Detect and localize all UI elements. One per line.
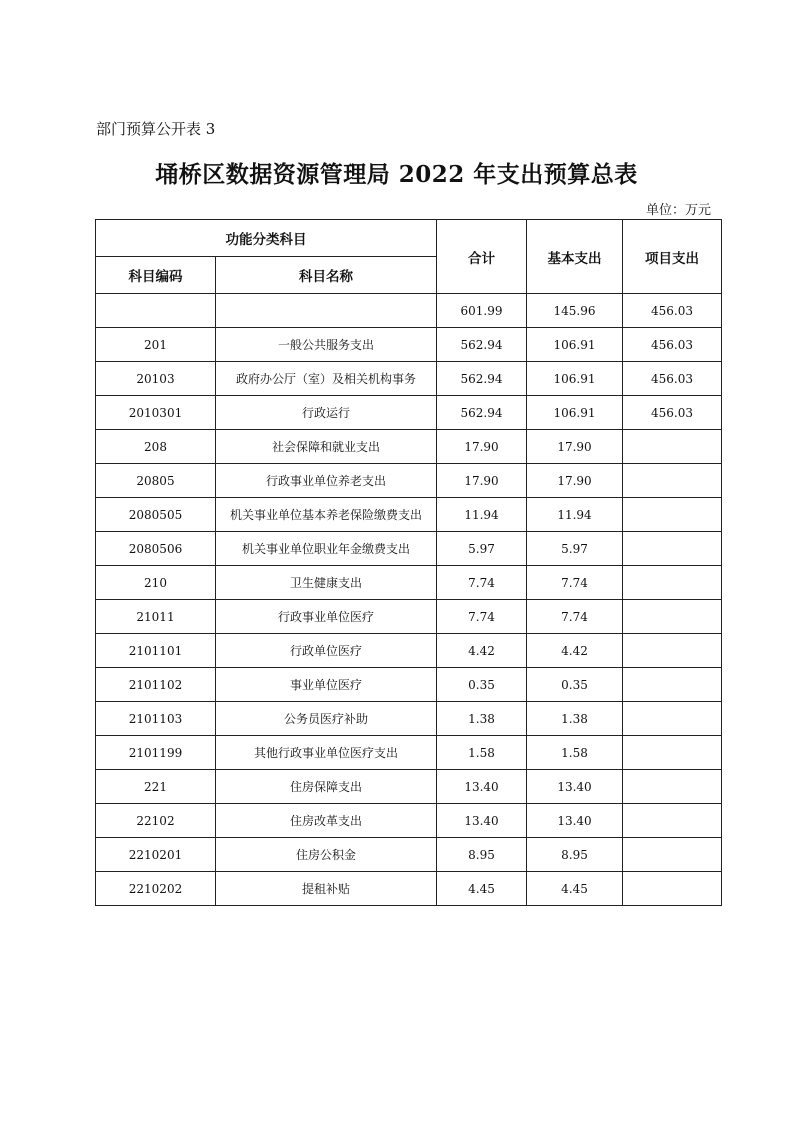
cell-total: 4.45 [437, 872, 527, 906]
cell-project [623, 498, 722, 532]
cell-basic: 8.95 [527, 838, 623, 872]
cell-code: 21011 [96, 600, 216, 634]
cell-name: 住房保障支出 [216, 770, 437, 804]
cell-total: 1.38 [437, 702, 527, 736]
cell-code: 210 [96, 566, 216, 600]
cell-code: 2101199 [96, 736, 216, 770]
cell-project [623, 668, 722, 702]
cell-code: 2080506 [96, 532, 216, 566]
cell-total: 13.40 [437, 770, 527, 804]
cell-code: 208 [96, 430, 216, 464]
header-total: 合计 [437, 220, 527, 294]
cell-code: 2080505 [96, 498, 216, 532]
table-row [96, 804, 722, 838]
cell-basic: 106.91 [527, 362, 623, 396]
header-basic: 基本支出 [527, 220, 623, 294]
cell-name: 卫生健康支出 [216, 566, 437, 600]
cell-basic: 11.94 [527, 498, 623, 532]
table-row [96, 566, 722, 600]
table-row [96, 498, 722, 532]
cell-basic: 17.90 [527, 430, 623, 464]
cell-basic: 0.35 [527, 668, 623, 702]
cell-project [623, 702, 722, 736]
cell-project [623, 532, 722, 566]
group-header: 功能分类科目 [96, 220, 437, 257]
cell-project [623, 872, 722, 906]
table-row [96, 702, 722, 736]
cell-basic: 106.91 [527, 396, 623, 430]
cell-code: 221 [96, 770, 216, 804]
cell-name: 行政事业单位医疗 [216, 600, 437, 634]
cell-total: 4.42 [437, 634, 527, 668]
table-row [96, 532, 722, 566]
cell-total: 8.95 [437, 838, 527, 872]
cell-name [216, 294, 437, 328]
cell-total: 562.94 [437, 396, 527, 430]
header-name: 科目名称 [216, 257, 437, 294]
cell-basic: 1.38 [527, 702, 623, 736]
budget-table [95, 219, 722, 906]
table-row [96, 668, 722, 702]
cell-name: 社会保障和就业支出 [216, 430, 437, 464]
table-row [96, 634, 722, 668]
cell-total: 0.35 [437, 668, 527, 702]
cell-name: 行政单位医疗 [216, 634, 437, 668]
cell-basic: 13.40 [527, 770, 623, 804]
cell-project [623, 804, 722, 838]
cell-project: 456.03 [623, 294, 722, 328]
cell-project [623, 464, 722, 498]
cell-total: 11.94 [437, 498, 527, 532]
cell-project: 456.03 [623, 362, 722, 396]
cell-name: 一般公共服务支出 [216, 328, 437, 362]
cell-total: 562.94 [437, 328, 527, 362]
cell-basic: 5.97 [527, 532, 623, 566]
table-row [96, 770, 722, 804]
unit-label: 单位：万元 [645, 203, 711, 218]
cell-code: 20805 [96, 464, 216, 498]
cell-name: 行政事业单位养老支出 [216, 464, 437, 498]
cell-total: 7.74 [437, 600, 527, 634]
cell-basic: 145.96 [527, 294, 623, 328]
table-row [96, 736, 722, 770]
cell-basic: 4.42 [527, 634, 623, 668]
cell-name: 公务员医疗补助 [216, 702, 437, 736]
table-row [96, 464, 722, 498]
cell-project [623, 430, 722, 464]
header-project: 项目支出 [623, 220, 722, 294]
cell-name: 其他行政事业单位医疗支出 [216, 736, 437, 770]
table-row [96, 838, 722, 872]
cell-project [623, 600, 722, 634]
cell-project [623, 770, 722, 804]
cell-basic: 17.90 [527, 464, 623, 498]
cell-name: 住房改革支出 [216, 804, 437, 838]
cell-name: 机关事业单位职业年金缴费支出 [216, 532, 437, 566]
cell-project [623, 634, 722, 668]
table-row [96, 328, 722, 362]
cell-code: 2010301 [96, 396, 216, 430]
cell-code: 2101101 [96, 634, 216, 668]
cell-code: 2210202 [96, 872, 216, 906]
cell-name: 行政运行 [216, 396, 437, 430]
cell-total: 1.58 [437, 736, 527, 770]
cell-basic: 4.45 [527, 872, 623, 906]
cell-basic: 1.58 [527, 736, 623, 770]
cell-project [623, 838, 722, 872]
cell-code [96, 294, 216, 328]
cell-code: 20103 [96, 362, 216, 396]
table-label: 部门预算公开表 3 [96, 120, 216, 138]
cell-total: 5.97 [437, 532, 527, 566]
table-row [96, 600, 722, 634]
cell-name: 机关事业单位基本养老保险缴费支出 [216, 498, 437, 532]
cell-total: 17.90 [437, 430, 527, 464]
cell-code: 201 [96, 328, 216, 362]
cell-total: 601.99 [437, 294, 527, 328]
table-row [96, 430, 722, 464]
table-row [96, 872, 722, 906]
cell-basic: 106.91 [527, 328, 623, 362]
cell-name: 事业单位医疗 [216, 668, 437, 702]
cell-code: 22102 [96, 804, 216, 838]
header-code: 科目编码 [96, 257, 216, 294]
cell-code: 2101103 [96, 702, 216, 736]
cell-total: 13.40 [437, 804, 527, 838]
cell-total: 562.94 [437, 362, 527, 396]
cell-name: 政府办公厅（室）及相关机构事务 [216, 362, 437, 396]
cell-project [623, 736, 722, 770]
cell-project: 456.03 [623, 328, 722, 362]
cell-name: 提租补贴 [216, 872, 437, 906]
cell-basic: 13.40 [527, 804, 623, 838]
page-title: 埇桥区数据资源管理局 2022 年支出预算总表 [155, 161, 638, 188]
cell-name: 住房公积金 [216, 838, 437, 872]
cell-total: 7.74 [437, 566, 527, 600]
cell-total: 17.90 [437, 464, 527, 498]
cell-basic: 7.74 [527, 566, 623, 600]
cell-code: 2210201 [96, 838, 216, 872]
cell-code: 2101102 [96, 668, 216, 702]
table-row [96, 396, 722, 430]
table-row [96, 362, 722, 396]
cell-project: 456.03 [623, 396, 722, 430]
cell-project [623, 566, 722, 600]
cell-basic: 7.74 [527, 600, 623, 634]
table-row [96, 294, 722, 328]
